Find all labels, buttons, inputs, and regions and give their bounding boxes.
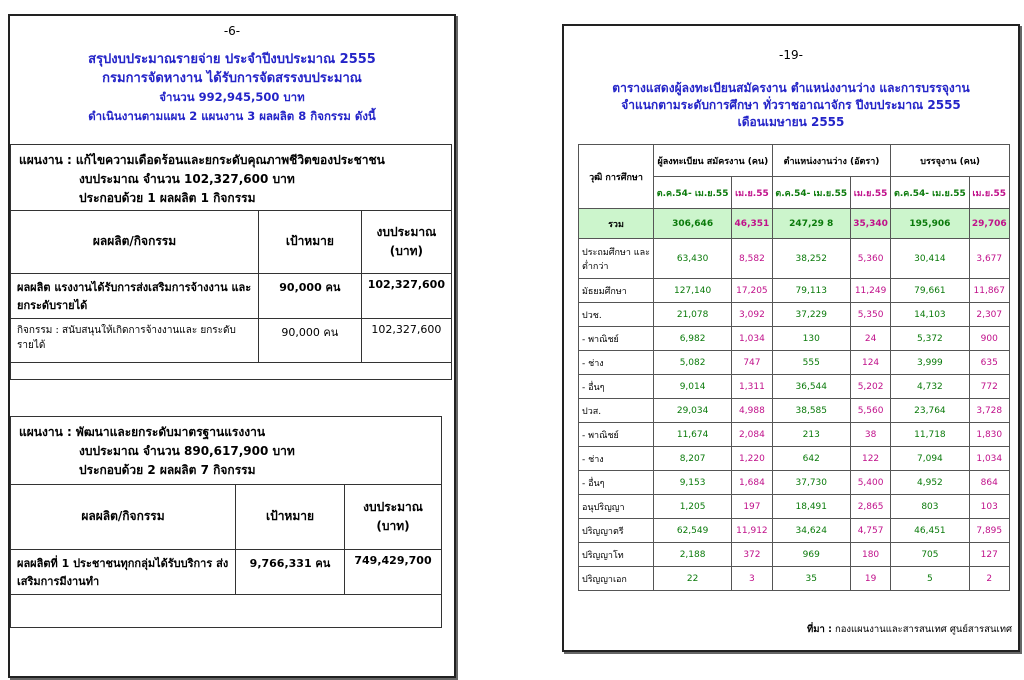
- heading-line: จำแนกตามระดับการศึกษา ทั่วราชอาณาจักร ปีงบประมาณ 2555: [621, 98, 961, 112]
- cell: 803: [891, 495, 969, 519]
- heading-line: ดำเนินงานตามแผน 2 แผนงาน 3 ผลผลิต 8 กิจกรรม ดังนี้: [88, 109, 376, 123]
- table-row: [579, 519, 1010, 543]
- cell: 37,229: [772, 303, 850, 327]
- table-row: [579, 351, 1010, 375]
- cell: 2,865: [850, 495, 890, 519]
- cell: 21,078: [654, 303, 732, 327]
- cell: 34,624: [772, 519, 850, 543]
- heading-line: เดือนเมษายน 2555: [737, 115, 845, 129]
- heading-line: ตารางแสดงผู้ลงทะเบียนสมัครงาน ตำแหน่งงานว่าง และการบรรจุงาน: [612, 81, 970, 95]
- col-budget-header: งบประมาณ (บาท): [345, 485, 442, 549]
- source-label: ที่มา :: [806, 624, 832, 635]
- cell: 9,153: [654, 471, 732, 495]
- row-label: ประถมศึกษา และต่ำกว่า: [579, 239, 654, 279]
- cell: 4,757: [850, 519, 890, 543]
- plan2-box: [10, 416, 442, 628]
- cell: 38: [850, 423, 890, 447]
- activity-name: กิจกรรม : สนับสนุนให้เกิดการจ้างงานและ ยกระดับรายได้: [11, 318, 258, 362]
- row-label: ปวส.: [579, 399, 654, 423]
- cell: 1,311: [732, 375, 772, 399]
- cell: 122: [850, 447, 890, 471]
- cell: 5,082: [654, 351, 732, 375]
- cell: 3,092: [732, 303, 772, 327]
- cell: 5,372: [891, 327, 969, 351]
- cell: 46,351: [732, 209, 772, 239]
- row-label: รวม: [579, 209, 654, 239]
- cell: 11,249: [850, 279, 890, 303]
- cell: 197: [732, 495, 772, 519]
- row-label: ปริญญาโท: [579, 543, 654, 567]
- table-row: [579, 279, 1010, 303]
- cell: 17,205: [732, 279, 772, 303]
- sub-header: ต.ค.54- เม.ย.55: [891, 177, 969, 209]
- activity-budget: 102,327,600: [361, 318, 451, 362]
- output-budget: 102,327,600: [361, 273, 451, 318]
- cell: 372: [732, 543, 772, 567]
- group-header: ตำแหน่งงานว่าง (อัตรา): [772, 145, 891, 177]
- heading-line: กรมการจัดหางาน ได้รับการจัดสรรงบประมาณ: [102, 71, 362, 86]
- output-target: 9,766,331 คน: [236, 549, 345, 594]
- cell: 18,491: [772, 495, 850, 519]
- cell: 1,034: [969, 447, 1010, 471]
- cell: 63,430: [654, 239, 732, 279]
- cell: 306,646: [654, 209, 732, 239]
- cell: 3,677: [969, 239, 1010, 279]
- sub-header: เม.ย.55: [850, 177, 890, 209]
- cell: 3,999: [891, 351, 969, 375]
- table-row: [579, 399, 1010, 423]
- left-page: [8, 14, 456, 678]
- budget-heading: [10, 50, 454, 126]
- cell: 79,113: [772, 279, 850, 303]
- cell: 37,730: [772, 471, 850, 495]
- cell: 5,350: [850, 303, 890, 327]
- output-name: ผลผลิตที่ 1 ประชาชนทุกกลุ่มได้รับบริการ ส่งเสริมการมีงานทำ: [11, 549, 236, 594]
- cell: 5: [891, 567, 969, 591]
- cell: 2: [969, 567, 1010, 591]
- row-label: - อื่นๆ: [579, 471, 654, 495]
- cell: 1,684: [732, 471, 772, 495]
- cell: 555: [772, 351, 850, 375]
- cell: 29,034: [654, 399, 732, 423]
- cell: 127: [969, 543, 1010, 567]
- cell: 7,094: [891, 447, 969, 471]
- source-note: [807, 622, 1012, 637]
- heading-line: จำนวน 992,945,500 บาท: [159, 90, 305, 104]
- plan-line: งบประมาณ จำนวน 102,327,600 บาท: [79, 172, 295, 186]
- cell: 195,906: [891, 209, 969, 239]
- plan1-header: [11, 145, 451, 211]
- source-text: กองแผนงานและสารสนเทศ ศูนย์สารสนเทศ: [834, 624, 1012, 635]
- cell: 642: [772, 447, 850, 471]
- cell: 127,140: [654, 279, 732, 303]
- cell: 1,034: [732, 327, 772, 351]
- row-label: มัธยมศึกษา: [579, 279, 654, 303]
- sub-header: ต.ค.54- เม.ย.55: [654, 177, 732, 209]
- cell: 213: [772, 423, 850, 447]
- col-output-header: ผลผลิต/กิจกรรม: [11, 485, 236, 549]
- cell: 24: [850, 327, 890, 351]
- cell: 130: [772, 327, 850, 351]
- plan-line: แผนงาน : พัฒนาและยกระดับมาตรฐานแรงงาน: [19, 425, 266, 439]
- cell: 8,582: [732, 239, 772, 279]
- table-row: [579, 471, 1010, 495]
- page-number: -19-: [779, 48, 803, 62]
- cell: 38,585: [772, 399, 850, 423]
- row-label: ปริญญาตรี: [579, 519, 654, 543]
- cell: 2,084: [732, 423, 772, 447]
- cell: 19: [850, 567, 890, 591]
- cell: 38,252: [772, 239, 850, 279]
- row-label: - ช่าง: [579, 351, 654, 375]
- cell: 5,360: [850, 239, 890, 279]
- table-row: [579, 423, 1010, 447]
- cell: 9,014: [654, 375, 732, 399]
- cell: 747: [732, 351, 772, 375]
- total-row: [579, 209, 1010, 239]
- cell: 900: [969, 327, 1010, 351]
- plan1-box: [10, 144, 452, 380]
- output-target: 90,000 คน: [258, 273, 361, 318]
- plan-line: ประกอบด้วย 2 ผลผลิต 7 กิจกรรม: [79, 463, 256, 477]
- cell: 11,674: [654, 423, 732, 447]
- plan2-table: [11, 485, 441, 595]
- col-budget-header: งบประมาณ (บาท): [361, 211, 451, 273]
- cell: 1,830: [969, 423, 1010, 447]
- cell: 2,188: [654, 543, 732, 567]
- table-row: [579, 567, 1010, 591]
- cell: 14,103: [891, 303, 969, 327]
- right-page: [562, 24, 1020, 652]
- cell: 62,549: [654, 519, 732, 543]
- cell: 46,451: [891, 519, 969, 543]
- cell: 36,544: [772, 375, 850, 399]
- plan-line: ประกอบด้วย 1 ผลผลิต 1 กิจกรรม: [79, 191, 256, 205]
- cell: 4,952: [891, 471, 969, 495]
- cell: 4,988: [732, 399, 772, 423]
- table-row: [579, 495, 1010, 519]
- group-header: ผู้ลงทะเบียน สมัครงาน (คน): [654, 145, 773, 177]
- plan1-table: [11, 211, 451, 363]
- group-header: บรรจุงาน (คน): [891, 145, 1010, 177]
- col-output-header: ผลผลิต/กิจกรรม: [11, 211, 258, 273]
- col-target-header: เป้าหมาย: [258, 211, 361, 273]
- plan-line: งบประมาณ จำนวน 890,617,900 บาท: [79, 444, 295, 458]
- row-label: - ช่าง: [579, 447, 654, 471]
- cell: 3,728: [969, 399, 1010, 423]
- cell: 5,400: [850, 471, 890, 495]
- cell: 705: [891, 543, 969, 567]
- cell: 7,895: [969, 519, 1010, 543]
- sub-header: เม.ย.55: [732, 177, 772, 209]
- cell: 8,207: [654, 447, 732, 471]
- cell: 22: [654, 567, 732, 591]
- cell: 1,205: [654, 495, 732, 519]
- cell: 4,732: [891, 375, 969, 399]
- cell: 30,414: [891, 239, 969, 279]
- cell: 772: [969, 375, 1010, 399]
- cell: 11,912: [732, 519, 772, 543]
- cell: 29,706: [969, 209, 1010, 239]
- row-label: ปริญญาเอก: [579, 567, 654, 591]
- cell: 23,764: [891, 399, 969, 423]
- row-label: - อื่นๆ: [579, 375, 654, 399]
- cell: 35,340: [850, 209, 890, 239]
- plan-line: แผนงาน : แก้ไขความเดือดร้อนและยกระดับคุณภาพชีวิตของประชาชน: [19, 153, 385, 167]
- cell: 3: [732, 567, 772, 591]
- table-row: [579, 447, 1010, 471]
- cell: 11,867: [969, 279, 1010, 303]
- cell: 124: [850, 351, 890, 375]
- table-heading: [564, 80, 1018, 131]
- plan2-header: [11, 417, 441, 485]
- table-row: [11, 549, 441, 594]
- cell: 35: [772, 567, 850, 591]
- employment-table: [578, 144, 1010, 591]
- cell: 969: [772, 543, 850, 567]
- heading-line: สรุปงบประมาณรายจ่าย ประจำปีงบประมาณ 2555: [88, 52, 376, 67]
- cell: 5,560: [850, 399, 890, 423]
- sub-header: เม.ย.55: [969, 177, 1010, 209]
- cell: 1,220: [732, 447, 772, 471]
- activity-target: 90,000 คน: [258, 318, 361, 362]
- page-number: -6-: [223, 24, 241, 38]
- row-label: - พาณิชย์: [579, 423, 654, 447]
- sub-header: ต.ค.54- เม.ย.55: [772, 177, 850, 209]
- row-label: - พาณิชย์: [579, 327, 654, 351]
- cell: 103: [969, 495, 1010, 519]
- table-row: [579, 543, 1010, 567]
- table-row: [11, 273, 451, 318]
- cell: 6,982: [654, 327, 732, 351]
- cell: 2,307: [969, 303, 1010, 327]
- col-target-header: เป้าหมาย: [236, 485, 345, 549]
- output-budget: 749,429,700: [345, 549, 442, 594]
- output-name: ผลผลิต แรงงานได้รับการส่งเสริมการจ้างงาน และยกระดับรายได้: [11, 273, 258, 318]
- table-row: [579, 303, 1010, 327]
- table-row: [579, 375, 1010, 399]
- cell: 635: [969, 351, 1010, 375]
- row-label: ปวช.: [579, 303, 654, 327]
- cell: 864: [969, 471, 1010, 495]
- table-row: [579, 239, 1010, 279]
- cell: 247,29 8: [772, 209, 850, 239]
- cell: 180: [850, 543, 890, 567]
- row-label: อนุปริญญา: [579, 495, 654, 519]
- cell: 5,202: [850, 375, 890, 399]
- edu-header: วุฒิ การศึกษา: [579, 145, 654, 209]
- table-row: [579, 327, 1010, 351]
- cell: 11,718: [891, 423, 969, 447]
- cell: 79,661: [891, 279, 969, 303]
- table-row: [11, 318, 451, 362]
